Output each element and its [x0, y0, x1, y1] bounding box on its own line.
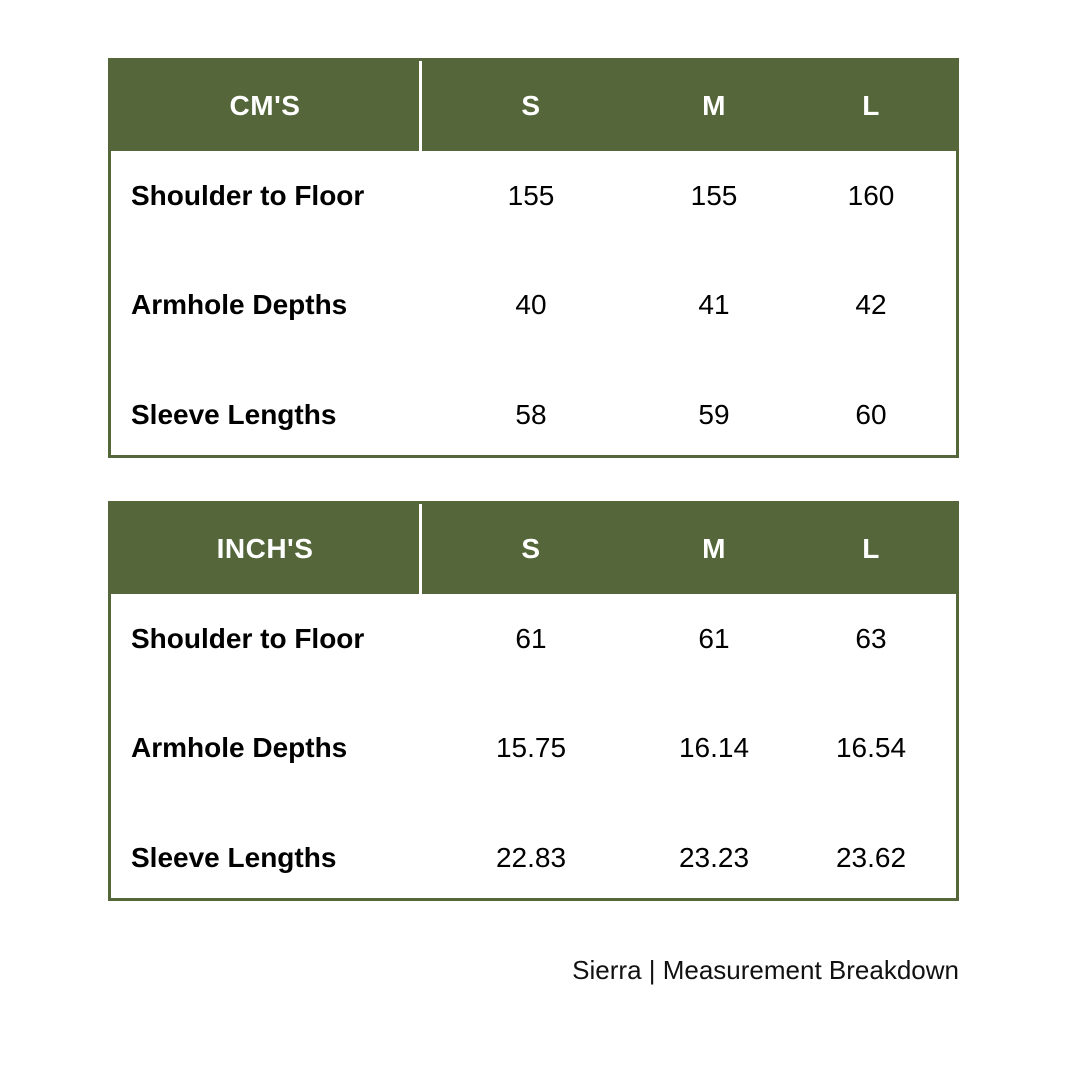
row-label: Armhole Depths [131, 732, 348, 763]
cell-value-l: 160 [847, 180, 895, 211]
cell-value-m: 16.14 [678, 732, 750, 763]
measurement-table-cm [108, 58, 959, 458]
row-label: Shoulder to Floor [131, 623, 365, 654]
size-header-m: M [702, 533, 726, 564]
table-row [111, 619, 956, 659]
footer-caption: Sierra | Measurement Breakdown [572, 955, 959, 985]
row-label: Armhole Depths [131, 289, 348, 320]
row-label: Shoulder to Floor [131, 180, 365, 211]
size-header-l: L [862, 90, 880, 121]
table-header [111, 504, 956, 594]
cell-value-s: 22.83 [495, 842, 567, 873]
unit-header: INCH'S [216, 533, 314, 564]
size-header-s: S [521, 533, 541, 564]
size-header-m: M [702, 90, 726, 121]
header-divider [419, 61, 422, 151]
cell-value-l: 63 [855, 623, 887, 654]
row-label: Sleeve Lengths [131, 842, 337, 873]
cell-value-m: 23.23 [678, 842, 750, 873]
header-divider [419, 504, 422, 594]
table-row [111, 395, 956, 435]
cell-value-m: 59 [698, 399, 730, 430]
unit-header: CM'S [229, 90, 301, 121]
table-row [111, 838, 956, 878]
cell-value-s: 61 [515, 623, 547, 654]
cell-value-s: 40 [515, 289, 547, 320]
size-header-l: L [862, 533, 880, 564]
table-row [111, 728, 956, 768]
cell-value-l: 16.54 [835, 732, 907, 763]
cell-value-l: 23.62 [835, 842, 907, 873]
cell-value-m: 155 [690, 180, 738, 211]
cell-value-s: 155 [507, 180, 555, 211]
table-row [111, 285, 956, 325]
cell-value-m: 61 [698, 623, 730, 654]
cell-value-l: 60 [855, 399, 887, 430]
measurement-table-inch [108, 501, 959, 901]
table-header [111, 61, 956, 151]
cell-value-s: 58 [515, 399, 547, 430]
cell-value-m: 41 [698, 289, 730, 320]
size-header-s: S [521, 90, 541, 121]
cell-value-s: 15.75 [495, 732, 567, 763]
table-row [111, 176, 956, 216]
cell-value-l: 42 [855, 289, 887, 320]
row-label: Sleeve Lengths [131, 399, 337, 430]
